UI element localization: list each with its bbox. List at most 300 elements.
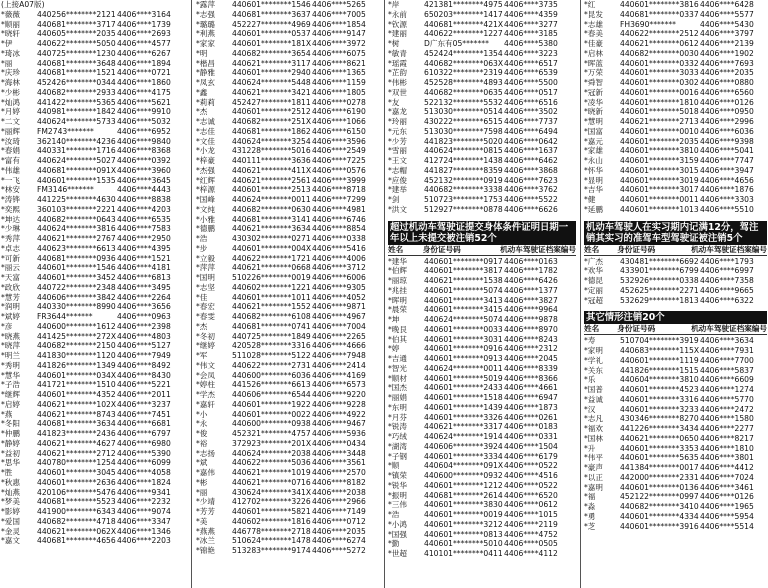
table-row bbox=[584, 185, 767, 195]
license-number: 4406****6462 bbox=[504, 156, 558, 165]
person-name: *志佳 bbox=[196, 126, 215, 136]
license-number: 4406****2119 bbox=[504, 519, 558, 529]
table-row bbox=[584, 512, 767, 522]
table-row bbox=[388, 315, 576, 325]
table-row bbox=[196, 185, 380, 195]
table-row bbox=[196, 332, 380, 342]
record-list bbox=[388, 0, 576, 215]
license-number: 4406****9147 bbox=[312, 29, 366, 39]
id-number: 511028********5122 bbox=[232, 351, 311, 360]
id-number: 440601********0011 bbox=[620, 195, 699, 204]
table-row bbox=[196, 234, 380, 244]
id-number: 440601********0332 bbox=[620, 58, 699, 68]
table-row bbox=[584, 166, 767, 176]
table-row bbox=[388, 344, 576, 354]
license-number: 4406****2011 bbox=[117, 390, 171, 399]
id-number: 440725********1230 bbox=[37, 48, 116, 58]
person-name: *晓燕 bbox=[1, 331, 20, 341]
id-number: 440601********0022 bbox=[232, 409, 311, 419]
person-name: *延鹏 bbox=[584, 204, 603, 214]
person-name: *金灵 bbox=[1, 526, 20, 536]
id-number: 440601********3810 bbox=[620, 146, 699, 156]
license-number: 4406****1854 bbox=[312, 19, 366, 29]
table-row bbox=[1, 293, 187, 303]
person-name: *勇 bbox=[584, 511, 596, 521]
person-name: *小 bbox=[196, 409, 208, 419]
license-number: 4406****6179 bbox=[504, 451, 558, 461]
person-name: *乐 bbox=[584, 375, 596, 385]
id-number: 452427********1811 bbox=[232, 97, 311, 107]
person-name: *美 bbox=[196, 516, 208, 526]
license-number: 4406****1894 bbox=[117, 58, 171, 68]
person-name: *小龙 bbox=[196, 146, 215, 156]
table-row bbox=[584, 39, 767, 49]
id-number: 430222********6515 bbox=[424, 117, 503, 126]
table-row bbox=[1, 507, 187, 517]
id-number: 440601********034X bbox=[37, 370, 117, 380]
table-row bbox=[196, 59, 380, 69]
table-row bbox=[584, 68, 767, 78]
person-name: *坤 bbox=[388, 315, 400, 324]
table-row bbox=[196, 10, 380, 20]
license-number: 4406****6797 bbox=[117, 429, 171, 438]
person-name: *国明 bbox=[196, 273, 215, 282]
license-number: 4406****2693 bbox=[117, 29, 171, 39]
person-name: *薇薇 bbox=[1, 9, 20, 19]
license-number: 4406****3712 bbox=[312, 263, 366, 273]
table-row bbox=[388, 510, 576, 520]
table-row bbox=[196, 68, 380, 78]
id-number: 440622********1227 bbox=[424, 29, 503, 39]
person-name: *振明 bbox=[388, 490, 407, 500]
id-number: 441422********5365 bbox=[37, 97, 116, 107]
table-row bbox=[388, 325, 576, 335]
license-number: 4406****0278 bbox=[312, 97, 366, 107]
id-number: 440621********3317 bbox=[424, 422, 503, 432]
table-row bbox=[388, 481, 576, 491]
table-row bbox=[196, 137, 380, 147]
license-number: 4406****3645 bbox=[117, 175, 171, 185]
license-number: 4406****4577 bbox=[117, 39, 171, 48]
id-number: 440621********4627 bbox=[37, 438, 116, 448]
license-number: 4406****0331 bbox=[504, 432, 558, 441]
license-number: 4406****3277 bbox=[504, 19, 558, 29]
id-number: 440622********2512 bbox=[620, 29, 699, 39]
table-header bbox=[584, 324, 767, 335]
person-name: *智光 bbox=[388, 363, 407, 373]
license-number: 4406****8621 bbox=[312, 58, 366, 68]
license-number: 4406****2038 bbox=[312, 487, 366, 497]
id-number: 430481********6692 bbox=[620, 256, 699, 266]
table-row bbox=[388, 491, 576, 501]
person-name: *灿鸿 bbox=[1, 97, 20, 107]
table-row bbox=[584, 356, 767, 366]
id-number: 440681********3634 bbox=[37, 419, 116, 429]
id-number: 440621********2713 bbox=[620, 117, 699, 126]
table-row bbox=[584, 10, 767, 20]
license-number: 4406****4052 bbox=[312, 292, 366, 302]
person-name: *春雯 bbox=[196, 312, 215, 321]
table-header bbox=[584, 245, 767, 256]
person-name: *双世 bbox=[388, 87, 407, 97]
table-row bbox=[1, 283, 187, 293]
table-row bbox=[584, 176, 767, 186]
table-row bbox=[1, 380, 187, 390]
person-name: *浩 bbox=[388, 510, 400, 519]
column-2 bbox=[196, 0, 380, 588]
person-name: *学礼 bbox=[584, 355, 603, 365]
license-number: 4406****9467 bbox=[312, 419, 366, 429]
person-name: *少靖 bbox=[196, 497, 215, 507]
table-row bbox=[584, 137, 767, 147]
table-row bbox=[388, 20, 576, 30]
license-number: 4406****5770 bbox=[700, 394, 754, 404]
license-number: 4406****7005 bbox=[312, 9, 366, 19]
license-number: 4406****9665 bbox=[700, 285, 754, 295]
id-number: 440682********6108 bbox=[232, 312, 311, 321]
record-list bbox=[1, 10, 187, 546]
license-number: 4406****7451 bbox=[117, 409, 171, 419]
person-name: *丽娟 bbox=[388, 393, 407, 402]
license-number: 4406****1965 bbox=[700, 502, 754, 511]
table-row bbox=[196, 29, 380, 39]
person-name: *鑫 bbox=[196, 87, 208, 97]
person-name: *健 bbox=[584, 195, 596, 204]
table-row bbox=[584, 0, 767, 10]
table-row bbox=[196, 371, 380, 381]
person-name: *芷韵 bbox=[388, 68, 407, 78]
table-row bbox=[388, 137, 576, 147]
id-number: 441225********4630 bbox=[37, 195, 116, 204]
id-number: 440601********0917 bbox=[424, 256, 503, 266]
license-number: 4406****0576 bbox=[312, 165, 366, 175]
person-name: *三伟 bbox=[388, 500, 407, 510]
person-name: *关东 bbox=[584, 365, 603, 375]
person-name: *嘉龙 bbox=[388, 107, 407, 117]
license-number: 4406****6075 bbox=[312, 48, 366, 58]
license-number: 4406****5500 bbox=[504, 78, 558, 87]
person-name: *涛铧 bbox=[1, 195, 20, 204]
id-number: 440601********2636 bbox=[37, 477, 116, 487]
id-number: 452321********4757 bbox=[232, 429, 311, 438]
table-row bbox=[196, 127, 380, 137]
license-number: 4406****0505 bbox=[504, 539, 558, 549]
person-name: *丽琼 bbox=[388, 276, 407, 285]
license-number: 4406****2035 bbox=[312, 526, 366, 536]
person-name: *月芬 bbox=[388, 412, 407, 422]
table-row bbox=[196, 244, 380, 254]
person-name: *伯辉 bbox=[388, 266, 407, 276]
id-number: 440601********3452 bbox=[37, 273, 116, 282]
header-name: 姓名 bbox=[388, 244, 404, 254]
id-number: 440331********1716 bbox=[37, 146, 116, 156]
license-number: 4406****2570 bbox=[312, 468, 366, 477]
id-number: 440256********2121 bbox=[37, 9, 116, 19]
header-id: 身份证号码 bbox=[422, 244, 461, 254]
person-name: *丽 bbox=[196, 487, 208, 497]
license-number: 4406****3999 bbox=[312, 175, 366, 185]
table-row bbox=[1, 254, 187, 264]
id-number: 440602********1816 bbox=[232, 516, 311, 526]
person-name: *欢华 bbox=[584, 266, 603, 276]
license-number: 4406****1274 bbox=[700, 385, 754, 394]
person-name: *嘉文 bbox=[1, 536, 20, 546]
table-row bbox=[584, 107, 767, 117]
license-number: 4406****0163 bbox=[504, 256, 558, 266]
person-name: *政欣 bbox=[1, 282, 20, 292]
id-number: 440681********0741 bbox=[232, 321, 311, 331]
person-name: *芳芳 bbox=[196, 507, 215, 516]
id-number: 510723********1753 bbox=[424, 195, 503, 204]
table-row bbox=[1, 497, 187, 507]
license-number: 4406****3960 bbox=[117, 165, 171, 175]
person-name: *钦源 bbox=[388, 19, 407, 29]
person-name: *嘉伟 bbox=[196, 468, 215, 477]
person-name: *胜 bbox=[1, 468, 13, 477]
license-number: 4406****4175 bbox=[117, 87, 171, 97]
license-number: 4406****6573 bbox=[312, 380, 366, 390]
license-number: 4406****6539 bbox=[504, 68, 558, 78]
license-number: 4406****6609 bbox=[700, 375, 754, 385]
id-number: 440681********3141 bbox=[232, 214, 311, 224]
person-name: *影婷 bbox=[1, 507, 20, 516]
id-number: 440621********8743 bbox=[37, 409, 116, 419]
table-row bbox=[584, 146, 767, 156]
person-name: *静婷 bbox=[1, 438, 20, 448]
table-row bbox=[388, 78, 576, 88]
person-name: *晚艮 bbox=[388, 324, 407, 334]
person-name: *冬初 bbox=[196, 331, 215, 341]
table-row bbox=[196, 273, 380, 283]
person-name: *燕燕 bbox=[196, 526, 215, 536]
id-number: 440601********3033 bbox=[620, 68, 699, 78]
person-name: *冬阳 bbox=[1, 419, 20, 429]
id-number: 440601********3212 bbox=[424, 519, 503, 529]
id-number: 440601********3159 bbox=[620, 156, 699, 165]
table-row bbox=[196, 351, 380, 361]
person-name: *树 bbox=[388, 39, 400, 48]
table-row bbox=[388, 500, 576, 510]
table-row bbox=[1, 273, 187, 283]
person-name: *春美 bbox=[584, 29, 603, 39]
person-name: *芝 bbox=[584, 521, 596, 531]
id-number: 440682********3410 bbox=[620, 502, 699, 511]
license-number: 4406****7737 bbox=[504, 117, 558, 126]
license-number: 4406****4656 bbox=[700, 175, 754, 185]
column-1 bbox=[1, 0, 187, 588]
id-number: 440681********1862 bbox=[232, 126, 311, 136]
table-row bbox=[388, 442, 576, 452]
license-number: 4406****6520 bbox=[504, 490, 558, 500]
id-number: 440601********4352 bbox=[37, 390, 116, 399]
person-name: *晓新 bbox=[584, 107, 603, 117]
id-number: FM3146******* bbox=[37, 185, 94, 195]
id-number: 440682********2933 bbox=[37, 87, 116, 97]
person-name: *志雄 bbox=[584, 19, 603, 29]
table-row bbox=[196, 117, 380, 127]
id-number: 440601********3413 bbox=[424, 295, 503, 305]
person-name: *庆珍 bbox=[1, 68, 20, 78]
person-name: *志凡 bbox=[584, 414, 603, 424]
person-name: *佳 bbox=[196, 292, 208, 302]
license-number: 4406****6036 bbox=[700, 126, 754, 136]
table-row bbox=[584, 473, 767, 483]
license-number: 4406****3801 bbox=[700, 453, 754, 463]
license-number: 4406****6274 bbox=[312, 536, 366, 546]
id-number: 441526********6613 bbox=[232, 380, 311, 390]
id-number: 440601********181X bbox=[232, 39, 312, 48]
person-name: *建华 bbox=[388, 256, 407, 266]
id-number: 440601********0010 bbox=[620, 126, 699, 136]
table-row bbox=[1, 332, 187, 342]
person-name: *岸 bbox=[388, 0, 400, 9]
id-number: 440601********5635 bbox=[620, 453, 699, 463]
person-name: *婷柱 bbox=[196, 380, 215, 390]
table-row bbox=[584, 29, 767, 39]
id-number: 421381********4975 bbox=[424, 0, 503, 9]
person-name: *怀华 bbox=[584, 165, 603, 175]
person-name: *国杰 bbox=[388, 383, 407, 393]
license-number: 4406****5430 bbox=[700, 19, 754, 29]
id-number: 440601********3316 bbox=[620, 394, 699, 404]
table-row bbox=[1, 536, 187, 546]
id-number: 440622********5050 bbox=[37, 39, 116, 48]
table-row bbox=[1, 517, 187, 527]
id-number: 440682********251X bbox=[232, 117, 312, 126]
license-number: 4406****8854 bbox=[312, 224, 366, 234]
person-name: *冠超 bbox=[584, 295, 603, 305]
table-row bbox=[196, 458, 380, 468]
license-number: 4406****0522 bbox=[504, 480, 558, 490]
person-name: *彬 bbox=[196, 477, 208, 487]
person-name: *东明 bbox=[388, 402, 407, 412]
table-row bbox=[196, 478, 380, 488]
person-name: *吉通 bbox=[388, 354, 407, 363]
license-number: 4406****9398 bbox=[700, 136, 754, 146]
id-number: 440601********5018 bbox=[620, 107, 699, 117]
id-number: 440111********3636 bbox=[232, 156, 311, 165]
table-row bbox=[1, 146, 187, 156]
license-number: 4406****2472 bbox=[700, 404, 754, 414]
id-number: 360103********2221 bbox=[37, 204, 116, 214]
license-number: 4406****0880 bbox=[700, 78, 754, 87]
id-number: 510226********0019 bbox=[232, 273, 311, 282]
table-row bbox=[388, 107, 576, 117]
person-name: *益初 bbox=[1, 448, 20, 458]
id-number: 440621********0668 bbox=[232, 263, 311, 273]
license-number: 4406****3634 bbox=[700, 336, 754, 346]
id-number: 440606********3924 bbox=[424, 441, 503, 451]
table-row bbox=[388, 0, 576, 10]
table-row bbox=[196, 380, 380, 390]
id-number: 650203********1417 bbox=[424, 9, 503, 19]
table-row bbox=[1, 39, 187, 49]
license-number: 4406****4112 bbox=[504, 549, 558, 558]
id-number: FH3690******* bbox=[620, 19, 676, 29]
id-number: 440601********3045 bbox=[37, 468, 116, 477]
id-number: 440624********0011 bbox=[232, 195, 311, 204]
person-name: *定丽 bbox=[584, 285, 603, 295]
license-number: 4406****4443 bbox=[117, 185, 171, 195]
license-number: 4406****8368 bbox=[117, 146, 171, 156]
id-number: 440605********2035 bbox=[37, 29, 116, 39]
person-name: *小鸿 bbox=[388, 519, 407, 529]
license-number: 4406****6980 bbox=[117, 438, 171, 448]
id-number: 362140********4236 bbox=[37, 136, 116, 146]
id-number: 440682********2150 bbox=[37, 341, 116, 351]
person-name: *永前 bbox=[388, 9, 407, 19]
table-row bbox=[584, 257, 767, 267]
person-name: *文佳 bbox=[196, 136, 215, 146]
person-name: *小雅 bbox=[196, 214, 215, 224]
license-number: 4406****7623 bbox=[504, 175, 558, 185]
table-row bbox=[584, 395, 767, 405]
license-number: 4406****9964 bbox=[504, 305, 558, 315]
person-name: *丽辉 bbox=[1, 126, 20, 136]
id-number: 440682********3654 bbox=[232, 48, 311, 58]
table-row bbox=[196, 302, 380, 312]
header-name: 姓名 bbox=[584, 324, 600, 334]
id-number: 430302********0271 bbox=[232, 234, 311, 243]
table-row bbox=[388, 393, 576, 403]
person-name: *顺 bbox=[388, 461, 400, 471]
column-divider bbox=[191, 0, 192, 588]
person-name: *步 bbox=[196, 243, 208, 253]
person-name: *镇荣 bbox=[388, 471, 407, 480]
table-row bbox=[196, 527, 380, 537]
id-number: 440981********1842 bbox=[37, 107, 116, 117]
license-number: 4406****3656 bbox=[117, 302, 171, 312]
table-row bbox=[1, 88, 187, 98]
person-name: *国普 bbox=[584, 385, 603, 394]
id-number: 440601********0916 bbox=[424, 344, 503, 354]
id-number: 440682********0030 bbox=[620, 48, 699, 58]
id-number: 440623********6613 bbox=[37, 243, 116, 253]
license-number: 4406****1504 bbox=[504, 441, 558, 451]
id-number: 440624********5733 bbox=[37, 117, 116, 126]
person-name: *伊 bbox=[1, 39, 13, 48]
id-number: 440681********2614 bbox=[424, 490, 503, 500]
person-name: *凤玄 bbox=[196, 78, 215, 87]
person-name: *凌华 bbox=[584, 97, 603, 107]
person-name: *楷昌 bbox=[196, 58, 215, 68]
table-row bbox=[1, 107, 187, 117]
id-number: 441830********1120 bbox=[37, 351, 116, 360]
table-row bbox=[1, 302, 187, 312]
id-number: FM2743******* bbox=[37, 126, 94, 136]
id-number: 452625********2271 bbox=[620, 285, 699, 295]
id-number: 440601********2035 bbox=[620, 136, 699, 146]
license-number: 4406****3223 bbox=[504, 48, 558, 58]
table-row bbox=[196, 107, 380, 117]
person-name: *国富 bbox=[584, 126, 603, 136]
person-name: *立毅 bbox=[196, 253, 215, 263]
id-number: 532926********0338 bbox=[620, 276, 699, 285]
id-number: 440681********3637 bbox=[232, 9, 311, 19]
id-number: 440601********5821 bbox=[232, 507, 311, 516]
table-row bbox=[196, 254, 380, 264]
table-row bbox=[196, 49, 380, 59]
license-number: 4406****4006 bbox=[312, 253, 366, 263]
license-number: 4406****0950 bbox=[700, 107, 754, 117]
license-number: 4406****6099 bbox=[117, 458, 171, 468]
person-name: *坤达 bbox=[1, 214, 20, 224]
license-number: 4406****2035 bbox=[700, 68, 754, 78]
id-number: 440601********3334 bbox=[424, 451, 503, 461]
id-number: 440601********0302 bbox=[620, 78, 699, 87]
person-name: *卓志 bbox=[1, 243, 20, 253]
person-name: *丽云 bbox=[1, 263, 20, 273]
